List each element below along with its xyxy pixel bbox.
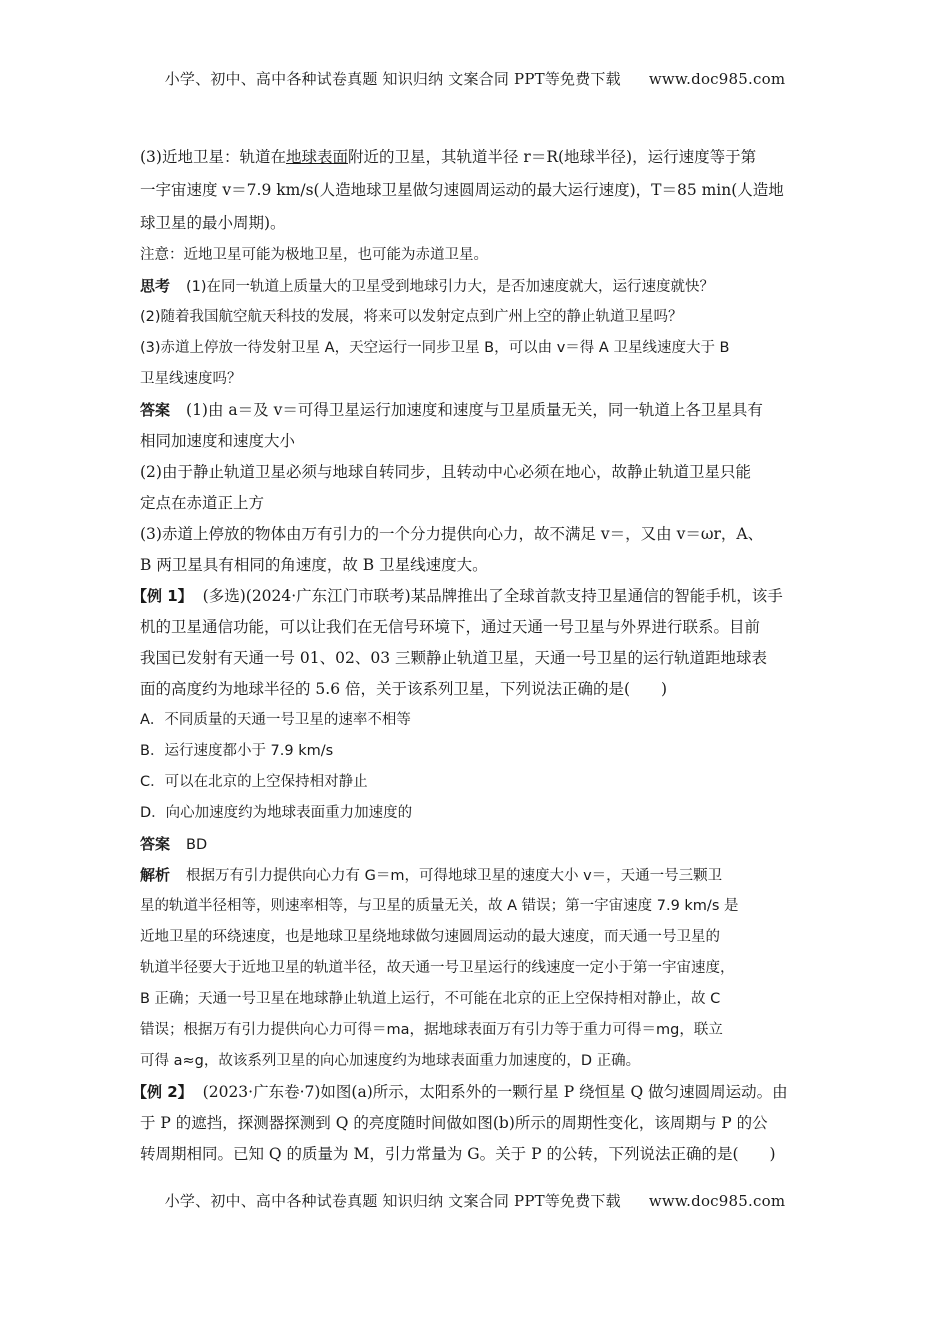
example1-line-1: 【例 1】 (多选)(2024·广东江门市联考)某品牌推出了全球首款支持卫星通信的智能手机，该手 <box>132 587 783 605</box>
option-b: B．运行速度都小于 7.9 km/s <box>140 743 334 759</box>
example1-line-2: 机的卫星通信功能，可以让我们在无信号环境下，通过天通一号卫星与外界进行联系。目前 <box>140 618 761 636</box>
think-q2: (2)随着我国航空航天科技的发展，将来可以发射定点到广州上空的静止轨道卫星吗？ <box>140 309 683 325</box>
example2-line-3: 转周期相同。已知 Q 的质量为 M，引力常量为 G。关于 P 的公转，下列说法正确的是( ) <box>140 1145 776 1163</box>
page-header <box>0 68 950 89</box>
option-a: A．不同质量的天通一号卫星的速率不相等 <box>140 712 411 728</box>
footer-text: 小学、初中、高中各种试卷真题 知识归纳 文案合同 PPT等免费下载 <box>164 1192 621 1210</box>
think-q3b: 卫星线速度吗？ <box>140 371 242 387</box>
think-answer-3a: (3)赤道上停放的物体由万有引力的一个分力提供向心力，故不满足 v＝，又由 v＝ωr，A、 <box>140 525 764 543</box>
analysis-line-4: 轨道半径要大于近地卫星的轨道半径，故天通一号卫星运行的线速度一定小于第一宇宙速度， <box>140 960 735 976</box>
think-answer-2b: 定点在赤道正上方 <box>140 494 265 512</box>
analysis-line-1: 解析 根据万有引力提供向心力有 G＝m，可得地球卫星的速度大小 v＝，天通一号三颗卫 <box>140 866 723 884</box>
think-answer-1a: 答案 (1)由 a＝及 v＝可得卫星运行加速度和速度与卫星质量无关，同一轨道上各卫星具有 <box>140 401 763 419</box>
note-line: 注意：近地卫星可能为极地卫星，也可能为赤道卫星。 <box>140 247 488 263</box>
near-earth-line-1: (3)近地卫星：轨道在地球表面附近的卫星，其轨道半径 r＝R(地球半径)，运行速度等于第 <box>140 148 757 166</box>
answer-value: BD <box>186 837 208 853</box>
footer-url[interactable]: www.doc985.com <box>648 1192 786 1210</box>
think-q3a: (3)赤道上停放一待发射卫星 A，天空运行一同步卫星 B，可以由 v＝得 A 卫星线速度大于 B <box>140 340 730 356</box>
analysis-line-2: 星的轨道半径相等，则速率相等，与卫星的质量无关，故 A 错误；第一宇宙速度 7.9 km/s 是 <box>140 898 739 914</box>
example2-line-2: 于 P 的遮挡，探测器探测到 Q 的亮度随时间做如图(b)所示的周期性变化，该周期与 P 的公 <box>140 1114 768 1132</box>
think-label: 思考 <box>140 277 171 295</box>
example2-line-1: 【例 2】 (2023·广东卷·7)如图(a)所示，太阳系外的一颗行星 P 绕恒星 Q 做匀速圆周运动。由 <box>132 1083 788 1101</box>
page-footer <box>0 1190 950 1211</box>
analysis-line-7: 可得 a≈g，故该系列卫星的向心加速度约为地球表面重力加速度的，D 正确。 <box>140 1053 641 1069</box>
example2-label: 【例 2】 <box>132 1083 193 1101</box>
think-answer-label: 答案 <box>140 401 171 419</box>
analysis-label: 解析 <box>140 866 171 884</box>
example1-label: 【例 1】 <box>132 587 193 605</box>
think-answer-3b: B 两卫星具有相同的角速度，故 B 卫星线速度大。 <box>140 556 488 574</box>
think-answer-1b: 相同加速度和速度大小 <box>140 432 296 450</box>
underlined-term: 地球表面 <box>285 148 348 166</box>
header-text: 小学、初中、高中各种试卷真题 知识归纳 文案合同 PPT等免费下载 <box>164 70 621 88</box>
example1-line-4: 面的高度约为地球半径的 5.6 倍，关于该系列卫星，下列说法正确的是( ) <box>140 680 668 698</box>
option-d: D．向心加速度约为地球表面重力加速度的 <box>140 805 413 821</box>
analysis-line-5: B 正确；天通一号卫星在地球静止轨道上运行，不可能在北京的正上空保持相对静止，故 C <box>140 991 721 1007</box>
analysis-line-6: 错误；根据万有引力提供向心力可得＝ma，据地球表面万有引力等于重力可得＝mg，联立 <box>140 1022 723 1038</box>
answer-label: 答案 <box>140 835 171 853</box>
header-url[interactable]: www.doc985.com <box>648 70 786 88</box>
think-q1: 思考 (1)在同一轨道上质量大的卫星受到地球引力大，是否加速度就大，运行速度就快？ <box>140 277 715 295</box>
example1-answer <box>140 829 812 860</box>
analysis-line-3: 近地卫星的环绕速度，也是地球卫星绕地球做匀速圆周运动的最大速度，而天通一号卫星的 <box>140 929 720 945</box>
think-answer-2a: (2)由于静止轨道卫星必须与地球自转同步，且转动中心必须在地心，故静止轨道卫星只能 <box>140 463 751 481</box>
document-body <box>132 141 812 1170</box>
near-earth-line-3: 球卫星的最小周期)。 <box>140 214 286 232</box>
option-c: C．可以在北京的上空保持相对静止 <box>140 774 368 790</box>
near-earth-line-2: 一宇宙速度 v＝7.9 km/s(人造地球卫星做匀速圆周运动的最大运行速度)，T＝85 min(人造地 <box>140 181 784 199</box>
example1-line-3: 我国已发射有天通一号 01、02、03 三颗静止轨道卫星，天通一号卫星的运行轨道距地球表 <box>140 649 768 667</box>
